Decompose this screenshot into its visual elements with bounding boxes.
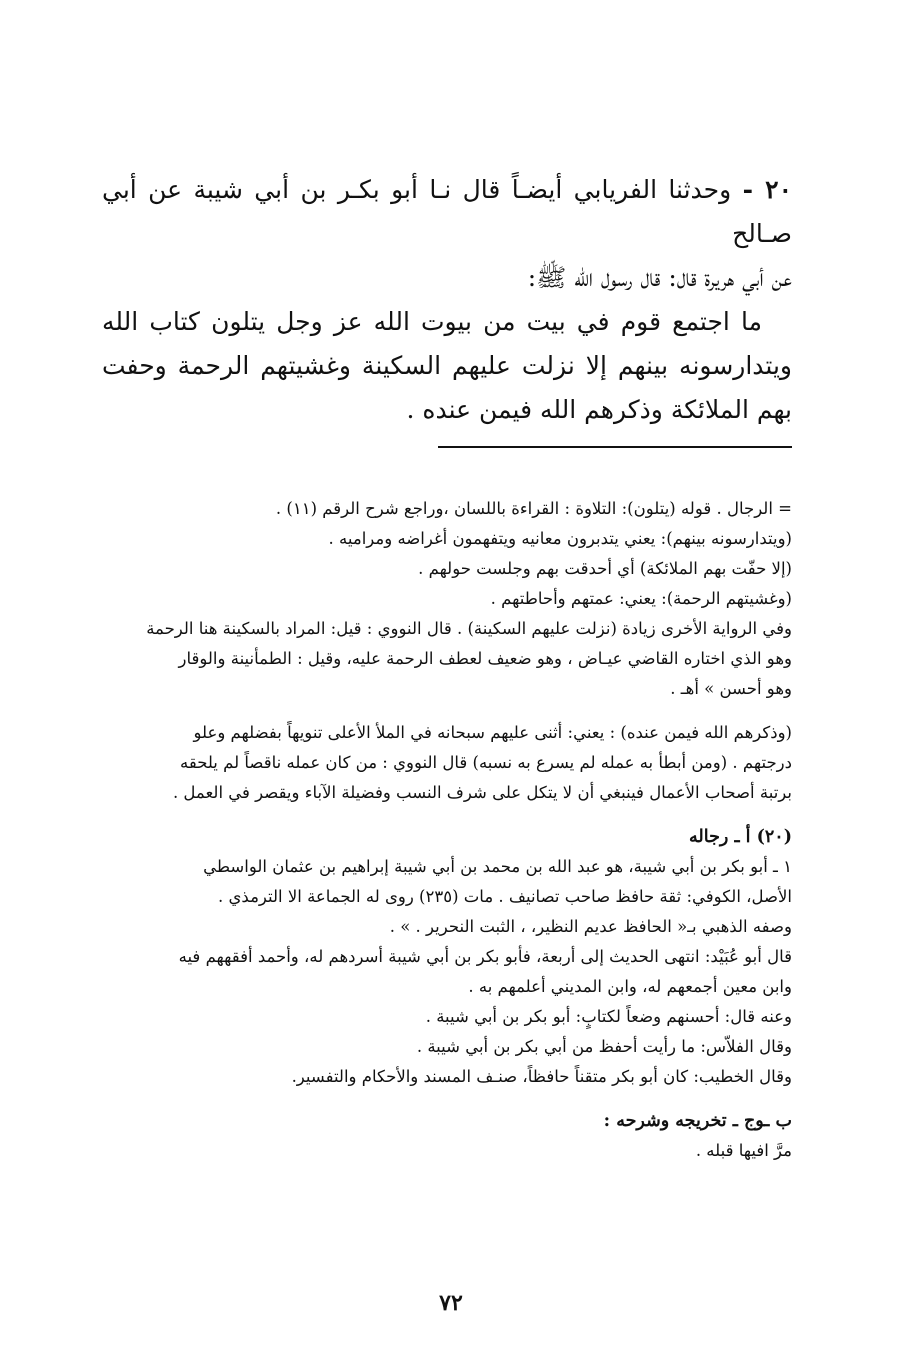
hadith-block bbox=[102, 168, 792, 432]
rijal-line: قال أبو عُبَيْد: انتهى الحديث إلى أربعة، فأبو بكر بن أبي شيبة أسردهم له، وأحمد أفقههم فيه bbox=[178, 947, 792, 966]
footnote-line: (وذكرهم الله فيمن عنده) : يعني: أثنى عليهم سبحانه في الملأ الأعلى تنويهاً بفضلهم وعلو bbox=[193, 723, 792, 742]
rijal-line: وقال الفلاّس: ما رأيت أحفظ من أبي بكر بن أبي شيبة . bbox=[416, 1037, 792, 1056]
takhrij-text: مرَّ افيها قبله . bbox=[695, 1141, 792, 1160]
footnote-line: (ويتدارسونه بينهم): يعني يتدبرون معانيه ويتفهمون أغراضه ومراميه . bbox=[328, 529, 792, 548]
footnote-line: وهو الذي اختاره القاضي عيـاض ، وهو ضعيف لعطف الرحمة عليه، وقيل : الطمأنينة والوقار bbox=[178, 649, 792, 668]
footnote-line: = الرجال . قوله (يتلون): التلاوة : القراءة باللسان ،وراجع شرح الرقم (١١) . bbox=[275, 499, 792, 518]
footnote-line: وفي الرواية الأخرى زيادة (نزلت عليهم السكينة) . قال النووي : قيل: المراد بالسكينة هنا الرحمة bbox=[146, 619, 792, 638]
footnotes bbox=[92, 494, 792, 1166]
footnote-line: درجتهم . (ومن أبطأ به عمله لم يسرع به نسبه) قال النووي : من كان عمله ناقصاً لم يلحقه bbox=[180, 753, 792, 772]
rijal-heading: (٢٠) أ ـ رجاله bbox=[689, 827, 792, 847]
rijal-line: وقال الخطيب: كان أبو بكر متقناً حافظاً، صنـف المسند والأحكام والتفسير. bbox=[291, 1067, 792, 1086]
rijal-line: ١ ـ أبو بكر بن أبي شيبة، هو عبد الله بن محمد بن أبي شيبة إبراهيم بن عثمان الواسطي bbox=[203, 857, 792, 876]
footnote-line: وهو أحسن » أهـ . bbox=[670, 679, 792, 698]
takhrij-heading: ب ـوج ـ تخريجه وشرحه : bbox=[603, 1111, 792, 1131]
rijal-line: الأصل، الكوفي: ثقة حافظ صاحب تصانيف . مات (٢٣٥) روى له الجماعة الا الترمذي . bbox=[218, 887, 792, 906]
rijal-line: وعنه قال: أحسنهم وضعاً لكتابٍ: أبو بكر بن أبي شيبة . bbox=[425, 1007, 792, 1026]
footnote-line: برتبة أصحاب الأعمال فينبغي أن لا يتكل على شرف النسب وفضيلة الآباء ويقصر في العمل . bbox=[172, 783, 792, 802]
footnote-line: (إلا حفّت بهم الملائكة) أي أحدقت بهم وجلست حولهم . bbox=[418, 559, 792, 578]
hadith-isnad bbox=[102, 168, 792, 256]
rijal-line: وابن معين أجمعهم له، وابن المديني أعلمهم به . bbox=[468, 977, 792, 996]
footnote-separator bbox=[438, 446, 792, 448]
hadith-number: ٢٠ - bbox=[742, 175, 792, 204]
hadith-matn: ما اجتمع قوم في بيت من بيوت الله عز وجل يتلون كتاب الله ويتدارسونه بينهم إلا نزلت عليهم السكينة وغشيتهم الرحمة وحفت بهم الملائكة وذكرهم الله فيمن عنده . bbox=[102, 307, 792, 424]
isnad-line-1: وحدثنا الفريابي أيضـاً قال نـا أبو بكـر بن أبي شيبة عن أبي صـالح bbox=[102, 175, 792, 248]
page-number: ٧٢ bbox=[439, 1290, 463, 1316]
isnad-line-2: عن أبي هريرة قال: قال رسول الله ﷺ: bbox=[527, 263, 792, 292]
rijal-line: وصفه الذهبي بـ« الحافظ عديم النظير، ، الثبت النحرير . » . bbox=[389, 917, 792, 936]
footnote-line: (وغشيتهم الرحمة): يعني: عمتهم وأحاطتهم . bbox=[490, 589, 792, 608]
